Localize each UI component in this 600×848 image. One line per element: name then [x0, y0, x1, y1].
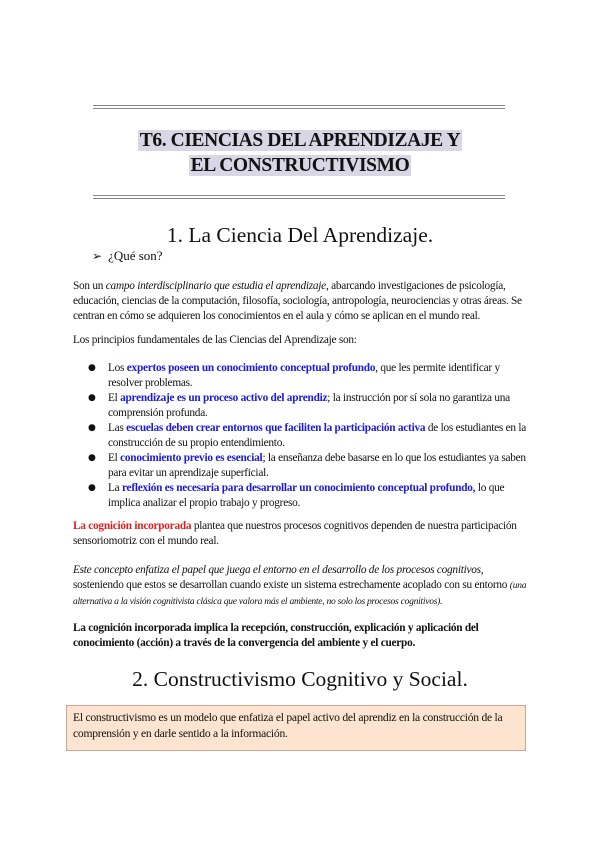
embodied-cognition-paragraph	[73, 519, 533, 549]
top-divider	[93, 105, 505, 109]
item-pre: Los	[108, 362, 127, 374]
item-highlight: conocimiento previo es esencial	[120, 452, 263, 464]
item-highlight: aprendizaje es un proceso activo del aprendiz	[120, 392, 328, 404]
dot-bullet-icon: ●	[88, 483, 96, 493]
title-line-1: T6. CIENCIAS DEL APRENDIZAJE Y	[139, 130, 461, 151]
embodied-post: plantea que nuestros procesos cognitivos dependen de nuestra participación sensoriomotriz con el mundo real.	[73, 520, 517, 547]
page-title	[0, 128, 600, 178]
dot-bullet-icon: ●	[88, 423, 96, 433]
dot-bullet-icon: ●	[88, 453, 96, 463]
concept-note: (una alternativa a la visión cognitivista clásica que valora más el ambiente, no solo los procesos cognitivos).	[73, 581, 527, 607]
list-item	[73, 391, 533, 421]
item-post: ; la enseñanza debe basarse en lo que los estudiantes ya saben para evitar un aprendizaje superficial.	[108, 452, 526, 479]
item-highlight: reflexión es necesaria para desarrollar un conocimiento conceptual profundo,	[122, 482, 476, 494]
title-line-2: EL CONSTRUCTIVISMO	[190, 155, 410, 176]
principles-intro: Los principios fundamentales de las Ciencias del Aprendizaje son:	[73, 334, 357, 346]
definition-box: El constructivismo es un modelo que enfatiza el papel activo del aprendiz en la construcción de la comprensión y en darle sentido a la información.	[66, 705, 526, 751]
list-item	[73, 481, 533, 511]
item-post: de los estudiantes en la construcción de su propio entendimiento.	[108, 422, 526, 449]
arrow-bullet-icon: ➢	[92, 249, 103, 263]
bottom-divider	[93, 195, 505, 199]
list-item	[73, 451, 533, 481]
list-item	[73, 361, 533, 391]
dot-bullet-icon: ●	[88, 393, 96, 403]
section-2-heading: 2. Constructivismo Cognitivo y Social.	[132, 667, 468, 691]
embodied-highlight: La cognición incorporada	[73, 520, 192, 532]
concept-paragraph	[73, 563, 533, 610]
section-1-heading: 1. La Ciencia Del Aprendizaje.	[166, 223, 434, 247]
concept-normal: sosteniendo que estos se desarrollan cuando existe un sistema estrechamente acoplado con su entorno	[73, 579, 510, 591]
item-post: lo que implica analizar el propio trabajo y progreso.	[108, 482, 505, 509]
item-post: ; la instrucción por sí sola no garantiza una comprensión profunda.	[108, 392, 510, 419]
item-post: , que les permite identificar y resolver problemas.	[108, 362, 500, 389]
intro-paragraph	[73, 279, 533, 324]
concept-italic: Este concepto enfatiza el papel que juega el entorno en el desarrollo de los procesos cognitivos,	[73, 564, 484, 576]
item-pre: El	[108, 452, 121, 464]
intro-post: , abarcando investigaciones de psicología, educación, ciencias de la computación, filosofía, sociología, antropología, neurociencias y otras áreas. Se centran en cómo se adquieren los conocimientos en el aula y cómo se aplican en el mundo real.	[73, 280, 522, 322]
item-highlight: expertos poseen un conocimiento conceptual profundo	[126, 362, 376, 374]
item-pre: El	[108, 392, 121, 404]
question-bullet	[92, 247, 163, 265]
list-item	[73, 421, 533, 451]
principles-list	[73, 361, 533, 511]
item-highlight: escuelas deben crear entornos que faciliten la participación activa	[126, 422, 426, 434]
question-text: ¿Qué son?	[108, 248, 163, 263]
intro-italic: campo interdisciplinario que estudia el aprendizaje	[105, 280, 326, 292]
item-pre: Las	[108, 422, 127, 434]
intro-pre: Son un	[73, 280, 106, 292]
bold-statement: La cognición incorporada implica la recepción, construcción, explicación y aplicación del conocimiento (acción) a través de la convergencia del ambiente y el cuerpo.	[73, 622, 479, 649]
dot-bullet-icon: ●	[88, 363, 96, 373]
item-pre: La	[108, 482, 122, 494]
